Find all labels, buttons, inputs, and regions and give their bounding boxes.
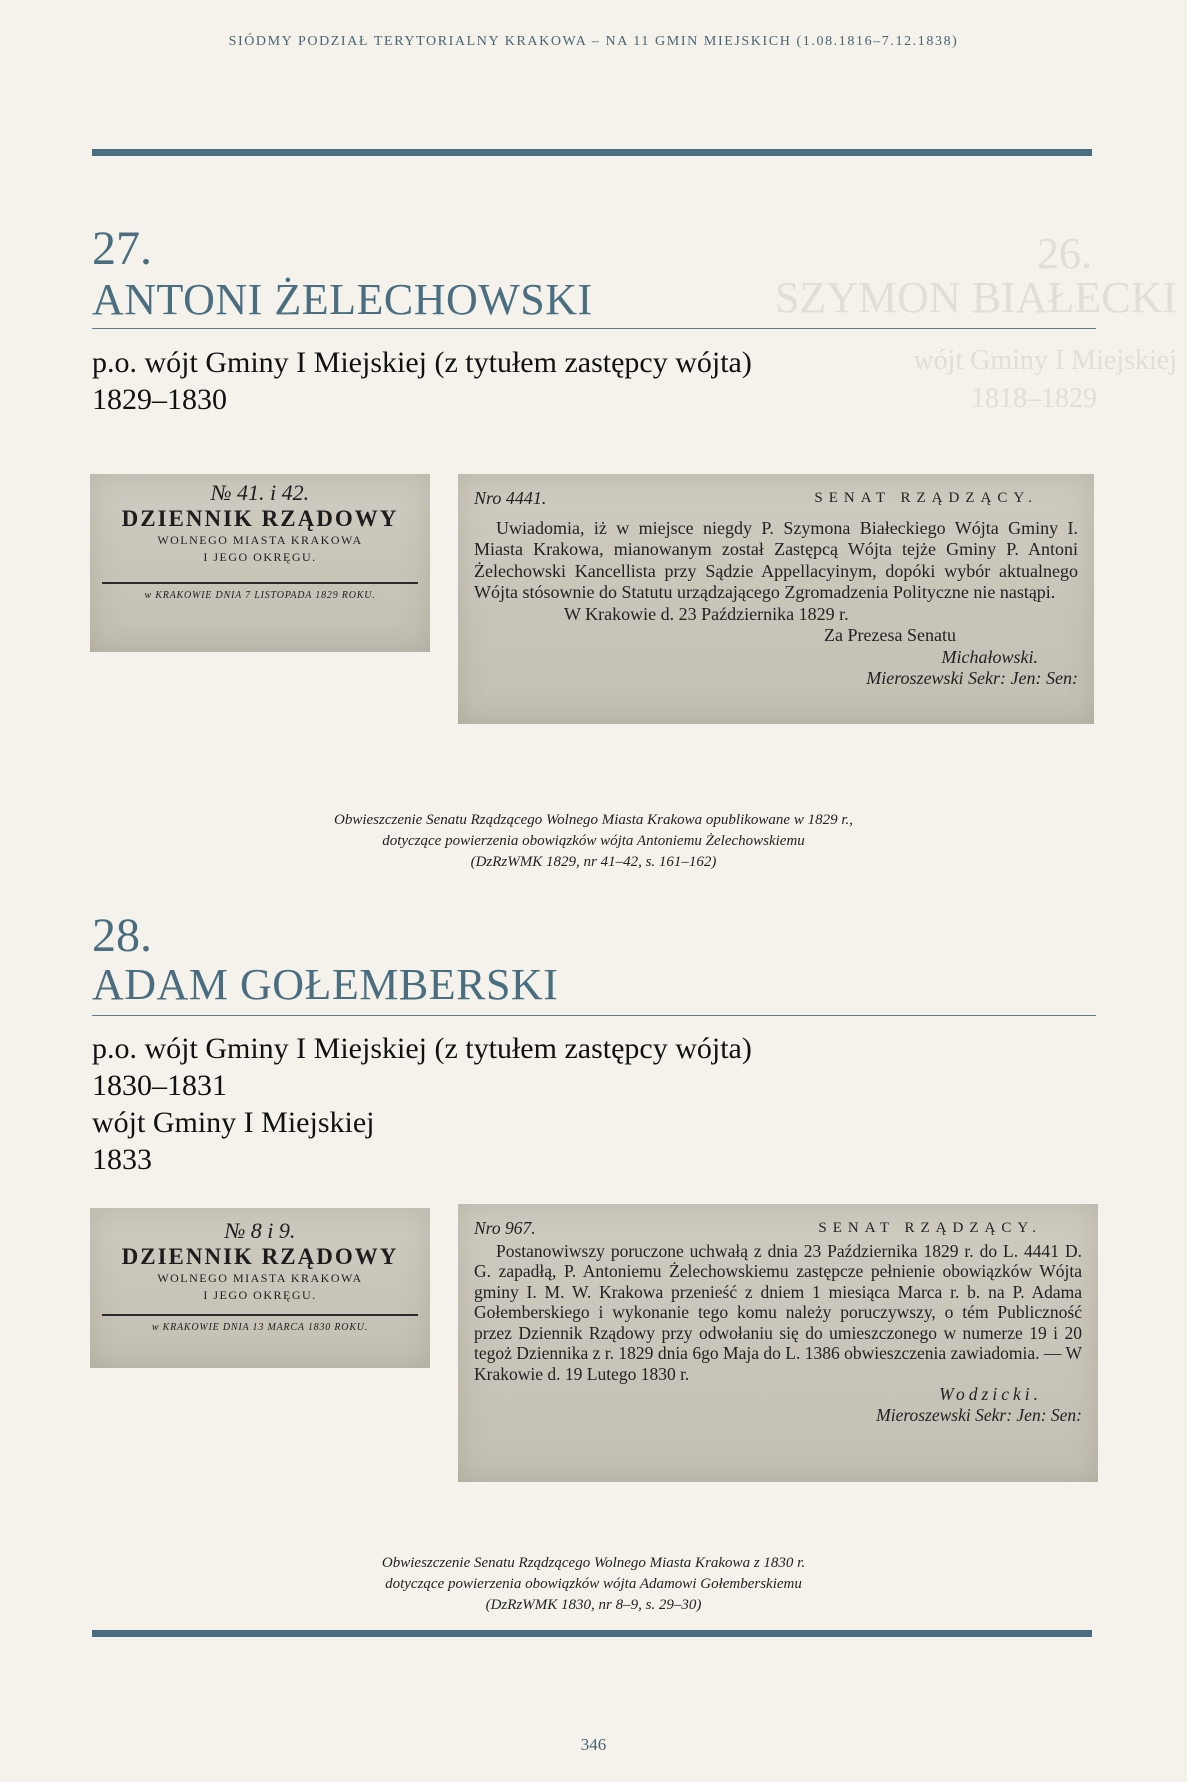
masthead-date: w KRAKOWIE DNIA 13 MARCA 1830 ROKU. — [151, 1322, 369, 1333]
newspaper-masthead-clipping — [90, 474, 430, 652]
masthead-issue: № 8 i 9. — [224, 1218, 296, 1243]
office-line: p.o. wójt Gminy I Miejskiej (z tytułem zastępcy wójta) — [92, 1032, 752, 1065]
notice-place-date: W Krakowie d. 23 Października 1829 r. — [564, 603, 849, 624]
masthead-title: DZIENNIK RZĄDOWY — [121, 506, 399, 531]
newspaper-masthead-clipping — [90, 1208, 430, 1368]
masthead-subtitle: I JEGO OKRĘGU. — [203, 1288, 317, 1302]
notice-secretary: Mieroszewski Sekr: Jen: Sen: — [866, 668, 1078, 688]
masthead-title: DZIENNIK RZĄDOWY — [121, 1244, 399, 1269]
senate-notice-clipping — [458, 474, 1094, 724]
caption-line: (DzRzWMK 1829, nr 41–42, s. 161–162) — [470, 854, 717, 870]
caption-line: dotyczące powierzenia obowiązków wójta Adamowi Gołemberskiemu — [385, 1576, 802, 1592]
masthead-divider — [102, 582, 418, 584]
masthead-subtitle: WOLNEGO MIASTA KRAKOWA — [157, 533, 363, 547]
caption-line: (DzRzWMK 1830, nr 8–9, s. 29–30) — [485, 1597, 702, 1613]
masthead-issue: № 41. i 42. — [210, 480, 310, 505]
masthead-date: w KRAKOWIE DNIA 7 LISTOPADA 1829 ROKU. — [144, 590, 376, 601]
heading-rule — [92, 328, 1096, 329]
ghost-line1: wójt Gminy I Miejskiej — [913, 345, 1177, 376]
entry-name: ADAM GOŁEMBERSKI — [92, 960, 559, 1009]
office-line: p.o. wójt Gminy I Miejskiej (z tytułem zastępcy wójta) — [92, 346, 752, 379]
masthead-subtitle: WOLNEGO MIASTA KRAKOWA — [157, 1271, 363, 1285]
notice-signatory: Michałowski. — [941, 646, 1038, 667]
entry-number: 27. — [92, 222, 152, 275]
entry-name: ANTONI ŻELECHOWSKI — [92, 275, 593, 324]
notice-signatory: Wodzicki. — [939, 1384, 1042, 1404]
caption-line: dotyczące powierzenia obowiązków wójta Antoniemu Żelechowskiemu — [382, 833, 805, 849]
notice-body: Uwiadomia, iż w miejsce niegdy P. Szymona Białeckiego Wójta Gminy I. Miasta Krakowa, mianowanym został Zastępcą Wójta tejże Gminy P. Antoni Żelechowski Kancellista przy Sądzie Appellacyinym, dopóki wybór aktualnego Wójta stósownie do Statutu urządzającego Zgromadzenia Polityczne nie nastąpi. — [474, 517, 1078, 602]
notice-heading: SENAT RZĄDZĄCY. — [814, 490, 1038, 506]
caption-line: Obwieszczenie Senatu Rządzącego Wolnego Miasta Krakowa opublikowane w 1829 r., — [334, 812, 853, 828]
caption-line: Obwieszczenie Senatu Rządzącego Wolnego Miasta Krakowa z 1830 r. — [381, 1555, 806, 1571]
term-line: 1830–1831 — [92, 1069, 227, 1102]
term-line: 1833 — [92, 1143, 152, 1176]
notice-ref: Nro 967. — [474, 1218, 536, 1238]
running-head: SIÓDMY PODZIAŁ TERYTORIALNY KRAKOWA – NA 11 GMIN MIEJSKICH (1.08.1816–7.12.1838) — [228, 34, 959, 49]
bottom-rule — [92, 1630, 1092, 1637]
entry-number: 28. — [92, 909, 152, 962]
figure-caption — [0, 810, 1187, 873]
notice-ref: Nro 4441. — [474, 488, 547, 508]
top-rule — [92, 149, 1092, 156]
ghost-name: SZYMON BIAŁECKI — [774, 273, 1177, 322]
office-line: wójt Gminy I Miejskiej — [92, 1106, 375, 1139]
ghost-line2: 1818–1829 — [971, 383, 1097, 414]
ghost-number: 26. — [1037, 229, 1092, 278]
notice-heading: SENAT RZĄDZĄCY. — [818, 1220, 1042, 1236]
masthead-subtitle: I JEGO OKRĘGU. — [203, 550, 317, 564]
senate-notice-clipping — [458, 1204, 1098, 1482]
notice-body: Postanowiwszy poruczone uchwałą z dnia 23 Października 1829 r. do L. 4441 D. G. zapadłą, P. Antoniemu Żelechowskiemu zastępcze pełnienie obowiązków Wójta gminy I. M. W. Krakowa przenieść z dniem 1 miesiąca Marca r. b. na P. Adama Gołemberskiego i wykonanie tego komu należy poruczywszy, o tém Publiczność przez Dziennik Rządowy przy odwołaniu się do umieszczonego w numerze 19 i 20 tegoż Dziennika z r. 1829 dnia 6go Maja do L. 1386 obwieszczenia zawiadomia. — W Krakowie d. 19 Lutego 1830 r. — [474, 1240, 1082, 1384]
figure-caption — [0, 1553, 1187, 1616]
term-line: 1829–1830 — [92, 383, 227, 416]
notice-for-president: Za Prezesa Senatu — [824, 625, 956, 645]
heading-rule — [92, 1015, 1096, 1016]
masthead-divider — [102, 1314, 418, 1316]
page-number: 346 — [580, 1735, 607, 1754]
notice-secretary: Mieroszewski Sekr: Jen: Sen: — [876, 1404, 1082, 1425]
